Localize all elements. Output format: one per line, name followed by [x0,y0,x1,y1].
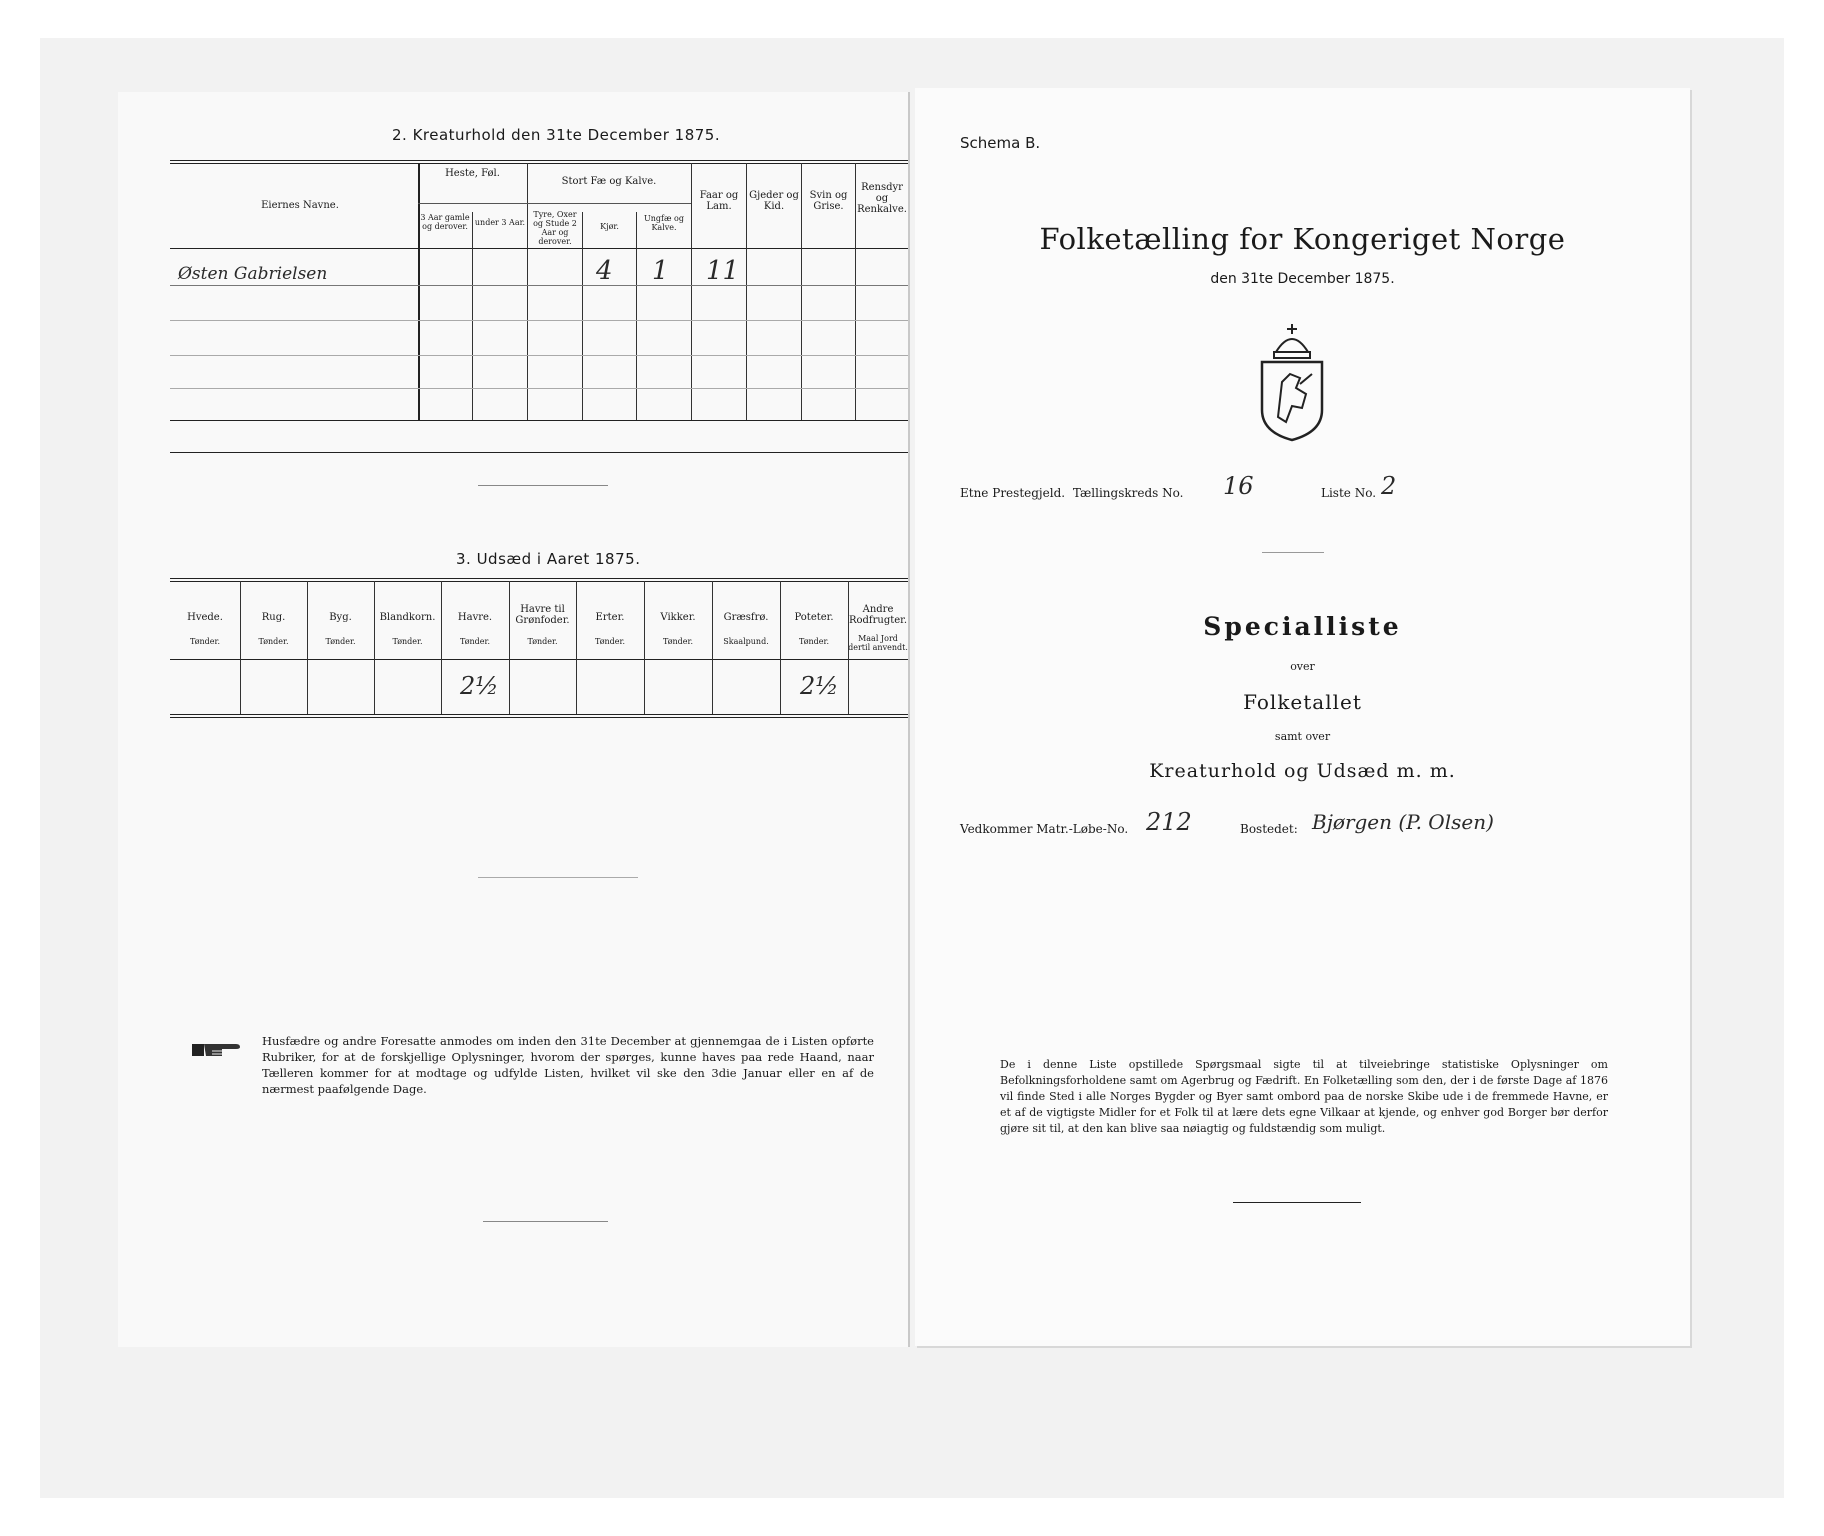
specialliste-heading: Specialliste [1203,612,1402,641]
sec3-col-header: Græsfrø. [723,612,769,623]
sec3-vline [644,581,645,714]
kreds-value: 16 [1223,472,1254,500]
sec3-top-rule2 [170,581,908,582]
col-header-cows: Kjør. [600,222,619,231]
bosted-label: Bostedet: [1240,822,1298,836]
sec3-col-unit: Tønder. [798,637,830,646]
separator [478,877,638,878]
sec2-top-rule2 [170,163,908,164]
cows-entry: 4 [596,256,613,286]
samt-over-text: samt over [1274,730,1331,743]
sec3-col-header: Erter. [595,612,625,623]
kreds-label: Tællingskreds No. [1072,486,1184,500]
sec3-col-unit: Tønder. [459,637,491,646]
sec2-row-rule [170,285,908,286]
bosted-value: Bjørgen (P. Olsen) [1312,810,1494,834]
sec3-title: 3. Udsæd i Aaret 1875. [456,550,641,568]
sec3-vline [848,581,849,714]
young-cattle-entry: 1 [652,256,669,286]
oats-entry: 2½ [460,672,499,700]
sec3-col-unit: Tønder. [325,637,356,646]
col-header-horses: Heste, Føl. [445,168,500,179]
sec3-col-header: Vikker. [660,612,696,623]
sec3-vline [780,581,781,714]
col-header-reindeer: Rensdyr og Renkalve. [857,182,907,215]
sec2-bottom-rule2 [170,452,908,453]
sec3-col-header: Rug. [261,612,286,623]
census-explanation: De i denne Liste opstillede Spørgsmaal sigte til at tilveiebringe statistiske Oplysninger om Befolkningsforholdene samt om Agerbrug og Fædrift. En Folketælling som den, der i de første Dage af 1876 vil finde Sted i alle Norges Bygder og Byer samt ombord paa de norske Skibe ude i de fremmede Havne, er et af de vigtigste Midler for et Folk til at lære dets egne Vilkaar at kjende, og enhver god Borger bør derfor gjøre sit til, at den kan blive saa nøiagtig og fuldstændig som muligt. [1000,1058,1608,1135]
page-fold [908,92,910,1347]
sec3-vline [307,581,308,714]
sec3-header-rule [170,659,908,660]
sec2-sub-rule [418,203,691,204]
sec3-col-header: Havre. [457,612,493,623]
sec3-vline [374,581,375,714]
coat-of-arms-icon [1256,322,1328,442]
col-header-cattle: Stort Fæ og Kalve. [561,176,657,187]
sec3-col-header: Havre til Grønfoder. [515,604,570,626]
col-header-bulls-oxen: Tyre, Oxer og Stude 2 Aar og derover. [533,210,577,246]
sec2-header-rule [170,248,908,249]
sec2-vline [527,163,528,420]
sec2-title: 2. Kreaturhold den 31te December 1875. [392,126,721,144]
sec3-vline [441,581,442,714]
sec3-col-unit: Tønder. [594,637,626,646]
sec2-row-rule [170,320,908,321]
liste-value: 2 [1381,472,1397,500]
sec3-col-header: Poteter. [794,612,834,623]
sec3-vline [712,581,713,714]
sec3-vline [240,581,241,714]
sec3-col-header: Byg. [329,612,352,623]
schema-label: Schema B. [960,134,1041,152]
sec3-bottom-rule [170,714,908,715]
col-header-young-cattle: Ungfæ og Kalve. [644,214,684,232]
separator [1262,552,1324,553]
sec3-col-unit: Tønder. [527,637,558,646]
sec3-col-header: Hvede. [187,612,223,623]
sec3-vline [576,581,577,714]
matr-value: 212 [1146,808,1192,836]
sec3-bottom-rule2 [170,717,908,718]
kreaturhold-text: Kreaturhold og Udsæd m. m. [1149,760,1456,782]
sec2-row-rule [170,355,908,356]
sec2-row-rule [170,388,908,389]
folketallet-text: Folketallet [1243,690,1362,714]
sheep-entry: 11 [706,256,740,286]
separator [478,485,608,486]
sec3-col-unit: Tønder. [189,637,221,646]
sec3-top-rule [170,578,908,579]
col-header-pigs: Svin og Grise. [809,190,848,212]
col-header-horses-under3: under 3 Aar. [474,218,526,227]
liste-label: Liste No. [1321,486,1377,500]
sec3-col-unit: Tønder. [392,637,423,646]
matr-label: Vedkommer Matr.-Løbe-No. [960,822,1129,836]
sec3-vline [509,581,510,714]
census-title: Folketælling for Kongeriget Norge [1039,222,1566,256]
sec2-vline-name [418,163,420,420]
potatoes-entry: 2½ [800,672,839,700]
col-header-owner-names: Eiernes Navne. [261,200,339,211]
sec3-col-unit: Tønder. [662,637,694,646]
separator [483,1221,608,1222]
sec3-col-unit: Maal Jord dertil anvendt. [848,634,908,652]
sec2-top-rule [170,160,908,161]
sec2-bottom-rule [170,420,908,421]
prestegjeld-line [960,486,1183,500]
sec3-col-unit: Tønder. [258,637,289,646]
owner-name-entry: Østen Gabrielsen [178,264,328,284]
prestegjeld-label: Prestegjeld. [992,486,1066,500]
signature-rule [1233,1202,1361,1203]
sec3-col-header: Andre Rodfrugter. [848,604,908,626]
sec3-col-header: Blandkorn. [379,612,436,623]
pointing-hand-icon [192,1038,242,1060]
col-header-goats: Gjeder og Kid. [749,190,799,212]
census-date: den 31te December 1875. [1210,271,1395,287]
footnote-text: Husfædre og andre Foresatte anmodes om inden den 31te December at gjennemgaa de i Listen opførte Rubriker, for at de forskjellige Oplysninger, hvorom der spørges, kunne haves paa rede Haand, naar Tælleren kommer for at modtage og udfylde Listen, hvilket vil ske den 3die Januar eller en af de nærmest paafølgende Dage. [262,1034,874,1096]
over-text: over [1290,660,1315,673]
prestegjeld-value: Etne [960,486,989,500]
col-header-sheep: Faar og Lam. [699,190,739,212]
col-header-horses-3yr: 3 Aar gamle og derover. [420,213,470,231]
sec3-col-unit: Skaalpund. [723,637,769,646]
